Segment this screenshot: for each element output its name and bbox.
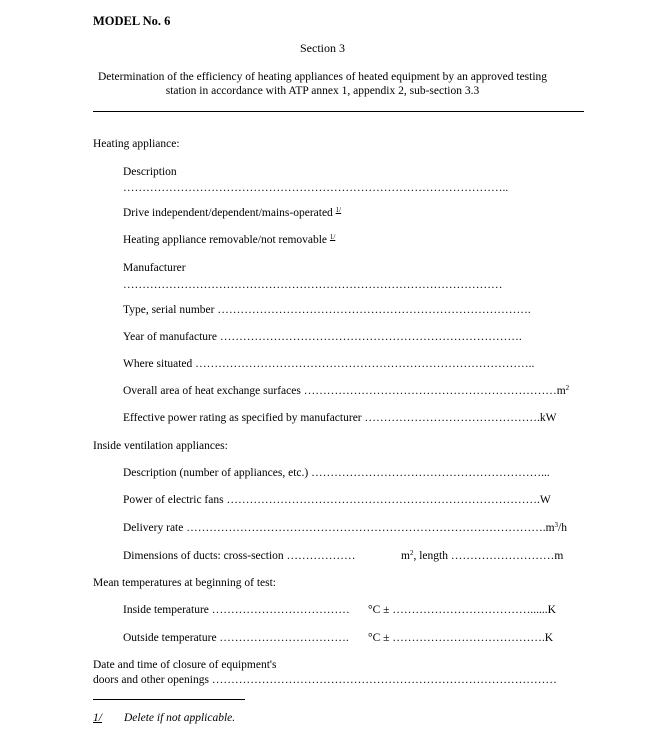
ventilation-heading: Inside ventilation appliances: (93, 440, 228, 452)
temperatures-heading: Mean temperatures at beginning of test: (93, 577, 276, 589)
footnote-mark: 1/ (93, 712, 102, 724)
duct-cross-section-field[interactable]: Dimensions of ducts: cross-section ……………… (123, 550, 356, 562)
power-rating-field[interactable]: Effective power rating as specified by manufacturer ……………………………………….kW (123, 412, 557, 424)
ventilation-description-field[interactable]: Description (number of appliances, etc.) ……………………………………………………... (123, 467, 550, 479)
title-line-1: Determination of the efficiency of heating appliances of heated equipment by an approved testing (97, 71, 548, 83)
inside-temperature-tolerance-field[interactable]: °C ± ………………………………......K (368, 604, 556, 616)
drive-label: Drive independent/dependent/mains-operated (123, 207, 333, 219)
outside-temperature-field[interactable]: Outside temperature ……………………………. (123, 632, 349, 644)
closure-label: Date and time of closure of equipment's (93, 659, 277, 671)
type-serial-field[interactable]: Type, serial number ………………………………………………………………………. (123, 304, 531, 316)
manufacturer-field[interactable]: ……………………………………………………………………………………… (123, 279, 503, 291)
outside-temperature-tolerance-field[interactable]: °C ± ………………………………….K (368, 632, 554, 644)
manufacturer-label: Manufacturer (123, 262, 186, 274)
delivery-rate-field[interactable] (123, 522, 567, 534)
delivery-unit-exponent: 3 (554, 521, 559, 529)
heat-exchange-area-field[interactable] (123, 385, 569, 397)
duct-length-field[interactable] (401, 550, 563, 562)
document-title (0, 70, 645, 98)
year-field[interactable]: Year of manufacture ……………………………………………………………………. (123, 331, 522, 343)
footnote-text: Delete if not applicable. (124, 712, 236, 724)
closure-field[interactable]: doors and other openings ……………………………………………………………………………… (93, 674, 557, 686)
removable-label: Heating appliance removable/not removable (123, 234, 328, 246)
cross-section-unit: m (401, 550, 410, 562)
heating-description-field[interactable]: ……………………………………………………………………………………….. (123, 182, 509, 194)
delivery-unit: /h (558, 522, 567, 534)
header-divider (93, 111, 584, 112)
where-situated-field[interactable]: Where situated …………………………………………………………………………….. (123, 358, 535, 370)
fan-power-field[interactable]: Power of electric fans ……………………………………………………………………….W (123, 494, 551, 506)
area-unit-exponent: 2 (565, 384, 570, 392)
section-number: Section 3 (300, 41, 345, 55)
title-line-2: station in accordance with ATP annex 1, appendix 2, sub-section 3.3 (165, 85, 480, 97)
drive-line (123, 207, 341, 219)
footnote-ref: 1/ (329, 233, 336, 241)
area-label: Overall area of heat exchange surfaces …………………………………………………………m (123, 385, 566, 397)
heating-description-label: Description (123, 166, 177, 178)
inside-temperature-field[interactable]: Inside temperature ……………………………… (123, 604, 350, 616)
heating-heading: Heating appliance: (93, 138, 180, 150)
cross-section-unit-exponent: 2 (409, 549, 414, 557)
footnote-divider (93, 699, 245, 700)
model-number: MODEL No. 6 (93, 14, 171, 28)
footnote-ref: 1/ (335, 206, 342, 214)
delivery-label: Delivery rate ………………………………………………………………………………….m (123, 522, 555, 534)
length-label: , length ………………………m (413, 550, 564, 562)
removable-line (123, 234, 335, 246)
